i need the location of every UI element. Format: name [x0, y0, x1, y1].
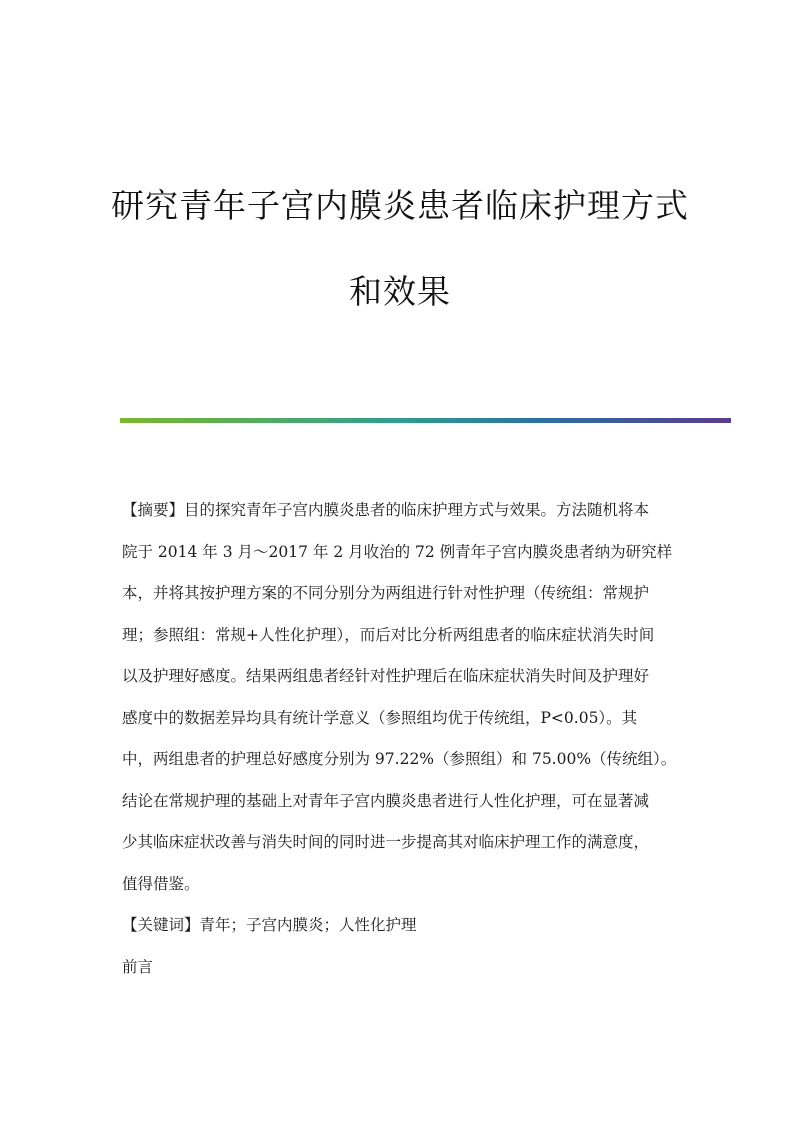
- abstract-line: 【摘要】目的探究青年子宫内膜炎患者的临床护理方式与效果。方法随机将本: [122, 501, 650, 519]
- preface-heading: [122, 947, 682, 989]
- abstract-line: 院于 2014 年 3 月～2017 年 2 月收治的 72 例青年子宫内膜炎患者纳为研究样: [122, 542, 673, 561]
- abstract-line: 本，并将其按护理方案的不同分别分为两组进行针对性护理（传统组：常规护: [122, 584, 650, 602]
- abstract-line: 结论在常规护理的基础上对青年子宫内膜炎患者进行人性化护理，可在显著减: [122, 791, 650, 810]
- title-divider: [120, 418, 731, 423]
- document-title-line-1: 研究青年子宫内膜炎患者临床护理方式: [111, 186, 689, 225]
- preface-line: 前言: [122, 957, 154, 976]
- keywords-line: 【关键词】青年；子宫内膜炎；人性化护理: [122, 916, 417, 934]
- abstract-line: 感度中的数据差异均具有统计学意义（参照组均优于传统组，P<0.05）。其: [122, 708, 638, 727]
- abstract-line: 值得借鉴。: [122, 874, 200, 893]
- abstract-line: 以及护理好感度。结果两组患者经针对性护理后在临床症状消失时间及护理好: [122, 667, 650, 685]
- abstract-line: 少其临床症状改善与消失时间的同时进一步提高其对临床护理工作的满意度，: [122, 833, 650, 851]
- keywords-paragraph: [122, 905, 682, 947]
- abstract-paragraph: [122, 490, 682, 905]
- document-title-line-2: 和效果: [349, 272, 451, 311]
- abstract-line: 中，两组患者的护理总好感度分别为 97.22%（参照组）和 75.00%（传统组）。: [122, 750, 677, 768]
- title-block: [0, 182, 800, 316]
- document-body: [122, 490, 682, 988]
- abstract-line: 理；参照组：常规+人性化护理），而后对比分析两组患者的临床症状消失时间: [122, 625, 655, 644]
